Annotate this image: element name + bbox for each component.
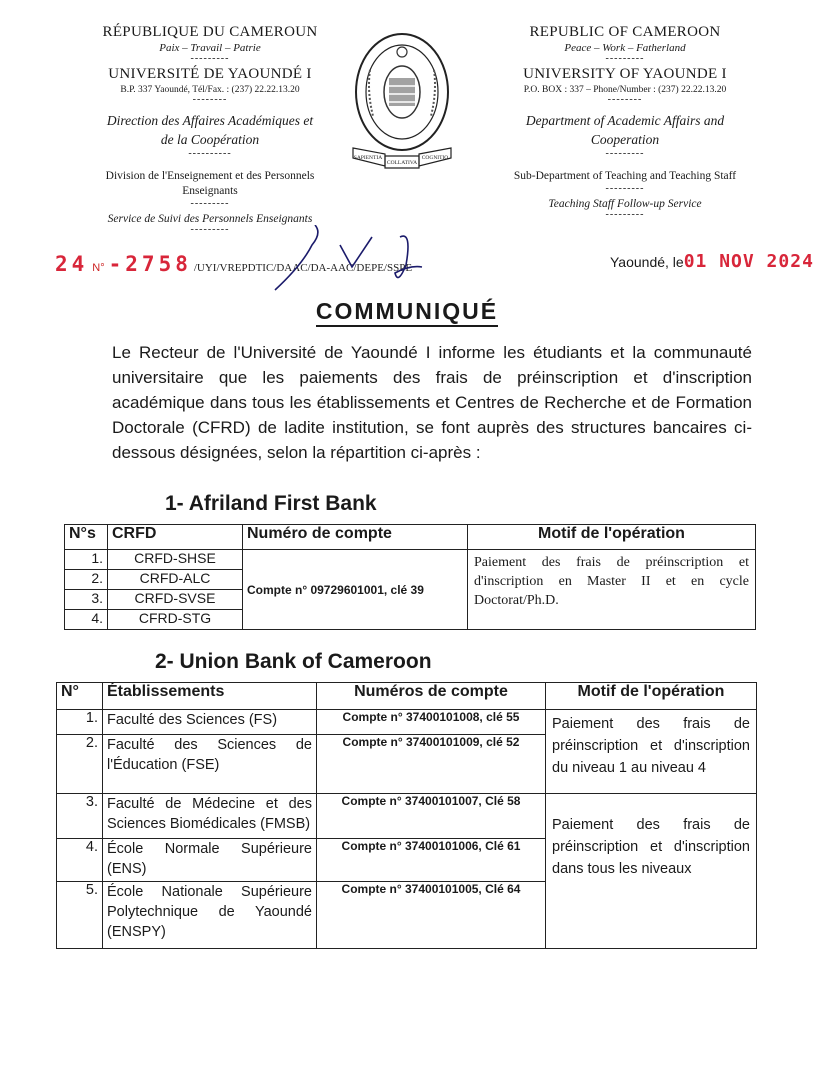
divider: --------- (605, 53, 645, 64)
date-line (610, 251, 814, 272)
country-name-fr: RÉPUBLIQUE DU CAMEROUN (102, 24, 318, 40)
afriland-motif: Paiement des frais de préinscription et d'inscription en Master II et en cycle Doctorat/Ph.D. (468, 550, 756, 630)
country-name-en: REPUBLIC OF CAMEROON (529, 24, 721, 40)
department-line-1: Department of Academic Affairs and (525, 113, 725, 128)
row-account: Compte n° 37400101006, Clé 61 (317, 839, 546, 882)
afriland-account: Compte n° 09729601001, clé 39 (243, 550, 468, 630)
section2-title: 2- Union Bank of Cameroon (155, 650, 432, 673)
row-crfd: CFRD-STG (108, 610, 243, 630)
intro-paragraph: Le Recteur de l'Université de Yaoundé I informe les étudiants et la communauté universitaire que les paiements des frais de préinscription et d'inscription académique dans tous les établissements et Centres de Recherche et de Formation Doctorale (CFRD) de ladite institution, se font auprès des structures bancaires ci-dessous désignées, selon la répartition ci-après : (112, 343, 752, 462)
uba-motif-a: Paiement des frais de préinscription et d'inscription du niveau 1 au niveau 4 (546, 710, 757, 794)
row-num: 5. (57, 882, 103, 949)
row-account: Compte n° 37400101009, clé 52 (317, 735, 546, 794)
row-num: 3. (65, 590, 108, 610)
divider: --------- (190, 198, 230, 209)
header-left (70, 24, 350, 235)
row-etab: École Nationale Supérieure Polytechnique de Yaoundé (ENSPY) (103, 882, 317, 949)
divider: --------- (190, 224, 230, 235)
reference-handwritten-number: -2758 (108, 252, 192, 276)
seal-motto-right: COGNITIO (421, 155, 449, 161)
direction-name (70, 111, 350, 149)
row-num: 4. (65, 610, 108, 630)
row-crfd: CRFD-ALC (108, 570, 243, 590)
col-header-account: Numéros de compte (317, 683, 546, 710)
signature-mark (250, 225, 430, 295)
direction-line-2: de la Coopération (160, 132, 260, 147)
col-header-motif: Motif de l'opération (468, 525, 756, 550)
motto-fr: Paix – Travail – Patrie (159, 42, 261, 54)
department-line-2: Cooperation (590, 132, 660, 147)
table-row (57, 710, 757, 735)
uba-table (56, 682, 757, 949)
header-right (480, 24, 770, 220)
divider: -------- (607, 94, 643, 105)
table-row (65, 550, 756, 570)
motto-en: Peace – Work – Fatherland (564, 42, 686, 54)
service-name-fr: Service de Suivi des Personnels Enseignants (107, 213, 313, 225)
reference-label: N° (92, 262, 105, 274)
row-num: 1. (65, 550, 108, 570)
subdepartment-name: Sub-Department of Teaching and Teaching Staff (513, 170, 737, 182)
row-etab: Faculté de Médecine et des Sciences Biomédicales (FMSB) (103, 794, 317, 839)
row-num: 2. (57, 735, 103, 794)
divider: --------- (605, 148, 645, 159)
division-line-2: Enseignants (182, 185, 238, 197)
col-header-etab: Établissements (103, 683, 317, 710)
uba-motif-b: Paiement des frais de préinscription et d'inscription dans tous les niveaux (546, 794, 757, 949)
row-num: 4. (57, 839, 103, 882)
table-header-row (57, 683, 757, 710)
section1-title: 1- Afriland First Bank (165, 492, 377, 515)
seal-motto-mid: COLLATIVA (386, 160, 418, 166)
row-etab: Faculté des Sciences (FS) (103, 710, 317, 735)
service-name-en: Teaching Staff Follow-up Service (548, 198, 702, 210)
divider: --------- (605, 183, 645, 194)
direction-line-1: Direction des Affaires Académiques et (106, 113, 314, 128)
divider: -------- (192, 94, 228, 105)
row-num: 3. (57, 794, 103, 839)
department-name (480, 111, 770, 149)
col-header-account: Numéro de compte (243, 525, 468, 550)
row-account: Compte n° 37400101005, Clé 64 (317, 882, 546, 949)
col-header-num: N°s (65, 525, 108, 550)
reference-code: /UYI/VREPDTIC/DAAC/DA-AAC/DEPE/SSPE (193, 262, 413, 274)
seal-motto-left: SAPIENTIA (353, 155, 383, 161)
table-header-row (65, 525, 756, 550)
division-name (70, 169, 350, 199)
divider: --------- (605, 209, 645, 220)
address-fr: B.P. 337 Yaoundé, Tél/Fax. : (237) 22.22.13.20 (120, 85, 300, 95)
row-num: 2. (65, 570, 108, 590)
date-place: Yaoundé, le (610, 254, 684, 270)
divider: ---------- (188, 148, 232, 159)
row-account: Compte n° 37400101007, Clé 58 (317, 794, 546, 839)
university-seal (345, 30, 460, 180)
row-crfd: CRFD-SHSE (108, 550, 243, 570)
row-account: Compte n° 37400101008, clé 55 (317, 710, 546, 735)
reference-year: 24 (55, 252, 89, 276)
row-etab: Faculté des Sciences de l'Éducation (FSE) (103, 735, 317, 794)
address-en: P.O. BOX : 337 – Phone/Number : (237) 22.22.13.20 (523, 85, 727, 95)
university-name-fr: UNIVERSITÉ DE YAOUNDÉ I (108, 66, 312, 82)
col-header-num: N° (57, 683, 103, 710)
col-header-motif: Motif de l'opération (546, 683, 757, 710)
title-text: COMMUNIQUÉ (316, 298, 498, 327)
row-num: 1. (57, 710, 103, 735)
col-header-crfd: CRFD (108, 525, 243, 550)
university-name-en: UNIVERSITY OF YAOUNDE I (523, 66, 727, 82)
row-crfd: CRFD-SVSE (108, 590, 243, 610)
row-etab: École Normale Supérieure (ENS) (103, 839, 317, 882)
table-row (57, 794, 757, 839)
divider: --------- (190, 53, 230, 64)
document-title (0, 298, 814, 325)
division-line-1: Division de l'Enseignement et des Personnels (105, 170, 315, 182)
afriland-table (64, 524, 756, 630)
date-stamp: 01 NOV 2024 (683, 251, 814, 272)
